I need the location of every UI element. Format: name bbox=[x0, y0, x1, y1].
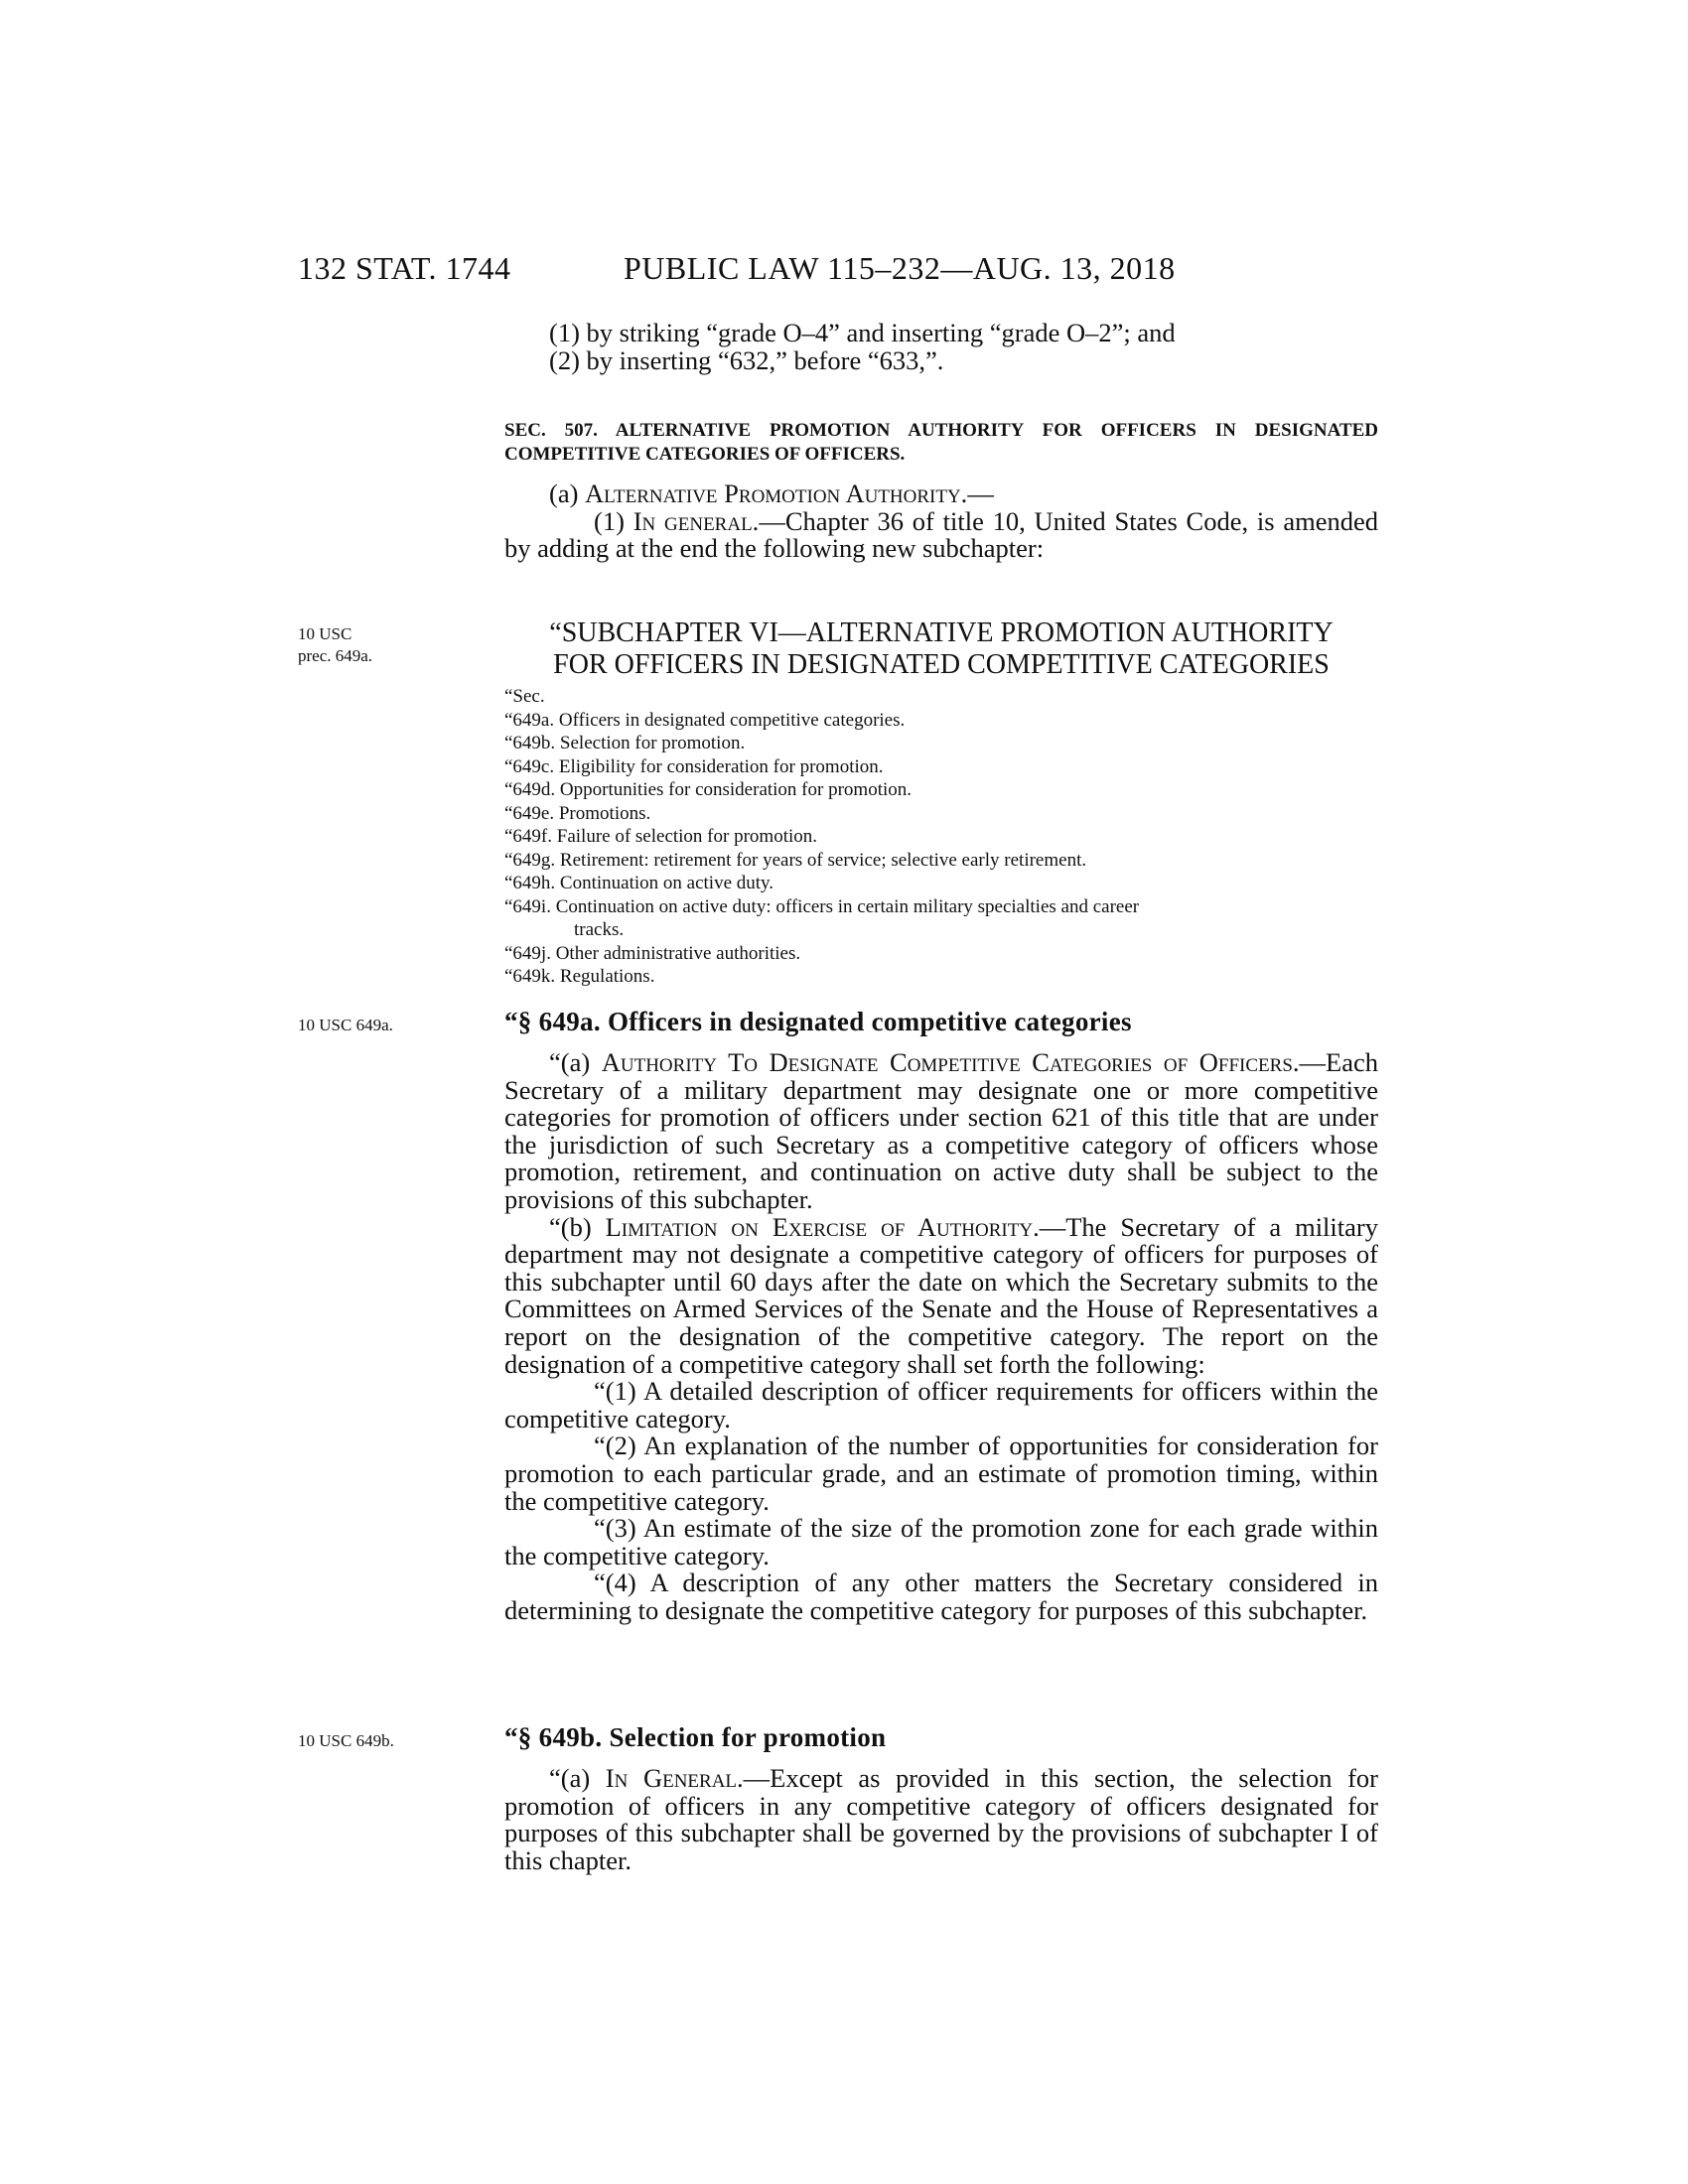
toc-item: “649j. Other administrative authorities. bbox=[504, 942, 801, 964]
section-a-1 bbox=[504, 505, 1379, 564]
section-649b-a-label: “(a) bbox=[549, 1763, 606, 1793]
margin-note-649a: 10 USC 649a. bbox=[298, 1016, 393, 1034]
margin-note-prec-line1: 10 USC bbox=[298, 624, 352, 643]
toc-item: “649h. Continuation on active duty. bbox=[504, 873, 774, 893]
section-649a-a-label: “(a) bbox=[549, 1047, 602, 1077]
subchapter-title-line1: “SUBCHAPTER VI—ALTERNATIVE PROMOTION AUTHORITY bbox=[549, 617, 1334, 648]
section-a-1-title: In general. bbox=[633, 505, 760, 536]
section-a-1-text: —Chapter 36 of title 10, United States Code, is amended by adding at the end the following new subchapter: bbox=[504, 505, 1379, 564]
margin-note-prec-649a bbox=[298, 623, 372, 667]
toc-item: “649f. Failure of selection for promotion. bbox=[504, 826, 818, 847]
section-a-heading bbox=[504, 480, 1378, 508]
subchapter-title-line2: FOR OFFICERS IN DESIGNATED COMPETITIVE CATEGORIES bbox=[553, 649, 1330, 680]
section-649a-item-3: “(3) An estimate of the size of the promotion zone for each grade within the competitive category. bbox=[504, 1513, 1378, 1570]
subchapter-title bbox=[504, 617, 1378, 681]
section-649b-a-text: —Except as provided in this section, the selection for promotion of officers in any competitive category of officers designated for purposes of this subchapter shall be governed by the provisions of subchapter I of this chapter. bbox=[504, 1763, 1378, 1875]
intro-line-2: (2) by inserting “632,” before “633,”. bbox=[549, 344, 944, 375]
page-stat-number: 132 STAT. 1744 bbox=[298, 250, 511, 286]
toc-header: “Sec. bbox=[504, 686, 545, 707]
section-649a-a-title: Authority To Designate Competitive Categories of Officers. bbox=[601, 1047, 1300, 1077]
section-649a-item-1: “(1) A detailed description of officer requirements for officers within the competitive category. bbox=[504, 1376, 1378, 1433]
page-running-head: PUBLIC LAW 115–232—AUG. 13, 2018 bbox=[624, 250, 1176, 286]
subchapter-toc bbox=[504, 685, 1378, 989]
toc-item: “649k. Regulations. bbox=[504, 966, 655, 987]
section-649a-body bbox=[504, 1049, 1378, 1624]
section-649b-title: “§ 649b. Selection for promotion bbox=[504, 1722, 887, 1752]
margin-note-649b: 10 USC 649b. bbox=[298, 1731, 394, 1750]
section-a-label: (a) bbox=[549, 478, 586, 508]
toc-item: “649d. Opportunities for consideration for promotion. bbox=[504, 779, 913, 800]
toc-item: “649c. Eligibility for consideration for promotion. bbox=[504, 755, 884, 777]
toc-item: “649e. Promotions. bbox=[504, 802, 651, 824]
intro-block bbox=[504, 320, 1378, 374]
toc-item: “649b. Selection for promotion. bbox=[504, 733, 746, 753]
section-a-1-label: (1) bbox=[594, 505, 633, 536]
section-649a-item-2: “(2) An explanation of the number of opportunities for consideration for promotion to each particular grade, and an estimate of promotion timing, within the competitive category. bbox=[504, 1431, 1378, 1516]
section-heading-text: SEC. 507. ALTERNATIVE PROMOTION AUTHORITY FOR OFFICERS IN DESIGNATED COMPETITIVE CATEGORIES OF OFFICERS. bbox=[504, 420, 1378, 465]
section-649b-a-title: In General. bbox=[605, 1763, 744, 1793]
section-649a-b-title: Limitation on Exercise of Authority. bbox=[605, 1211, 1040, 1242]
section-649a-title: “§ 649a. Officers in designated competitive categories bbox=[504, 1007, 1132, 1036]
section-649a-b-text: —The Secretary of a military department may not designate a competitive category of officers for purposes of this subchapter until 60 days after the date on which the Secretary submits to the Committees on Armed Services of the Senate and the House of Representatives a report on the designation of the competitive category. The report on the designation of a competitive category shall set forth the following: bbox=[504, 1211, 1378, 1379]
toc-item: “649g. Retirement: retirement for years of service; selective early retirement. bbox=[504, 849, 1087, 871]
section-a-block bbox=[504, 480, 1378, 563]
section-heading bbox=[504, 419, 1378, 467]
section-649a-subsection-a bbox=[504, 1049, 1378, 1214]
section-649a-subsection-b bbox=[504, 1211, 1378, 1379]
margin-note-prec-line2: prec. 649a. bbox=[298, 646, 373, 665]
toc-item: “649i. Continuation on active duty: officers in certain military specialties and career bbox=[504, 895, 1140, 917]
section-649b-body bbox=[504, 1765, 1378, 1874]
section-649b-subsection-a bbox=[504, 1765, 1378, 1874]
section-a-dash: — bbox=[967, 478, 994, 508]
toc-item-continuation: tracks. bbox=[574, 919, 625, 940]
section-a-title: Alternative Promotion Authority. bbox=[585, 478, 968, 508]
intro-line-1: (1) by striking “grade O–4” and inserting “grade O–2”; and bbox=[549, 318, 1176, 347]
section-649a-a-text: —Each Secretary of a military department may designate one or more competitive categories for promotion of officers under section 621 of this title that are under the jurisdiction of such Secretary as a competitive category of officers whose promotion, retirement, and continuation on active duty shall be subject to the provisions of this subchapter. bbox=[504, 1047, 1378, 1214]
section-649a-b-label: “(b) bbox=[549, 1211, 606, 1242]
section-649a-item-4: “(4) A description of any other matters the Secretary considered in determining to designate the competitive category for purposes of this subchapter. bbox=[504, 1568, 1378, 1625]
toc-item: “649a. Officers in designated competitive categories. bbox=[504, 709, 906, 731]
